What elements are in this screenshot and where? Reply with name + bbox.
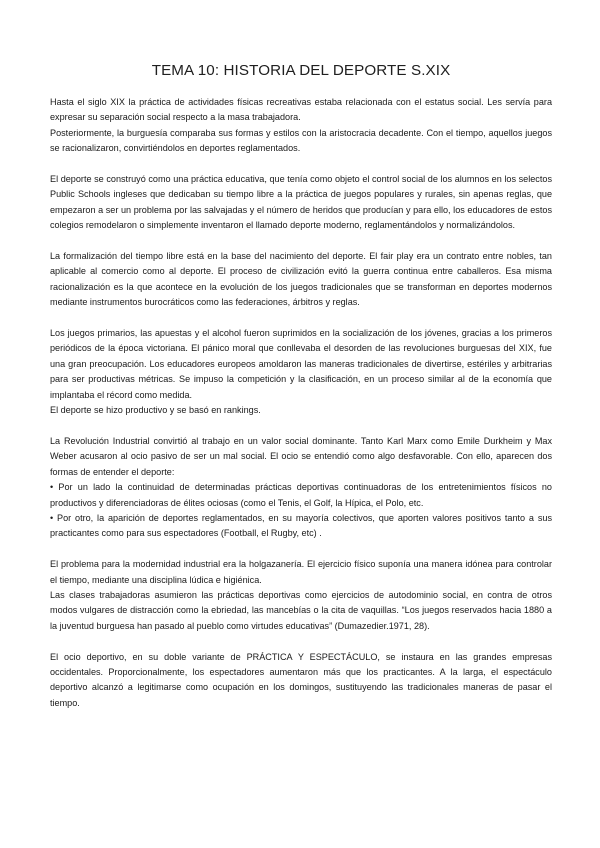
section-juegos-primarios: [50, 326, 552, 418]
paragraph: Los juegos primarios, las apuestas y el alcohol fueron suprimidos en la socialización de los jóvenes, gracias a los primeros periódicos de la época victoriana. El pánico moral que conllevaba el desorden de las revoluciones burguesas del XIX, fue una gran preocupación. Los educadores europeos amoldaron las maneras tradicionales de divertirse, estériles y arbitrarias para ser productivas métricas. Se impuso la competición y la clasificación, en un proceso similar al de la economía que implantaba el récord como medida.: [50, 328, 552, 400]
section-revolucion-industrial: [50, 434, 552, 542]
page-title: TEMA 10: HISTORIA DEL DEPORTE S.XIX: [151, 62, 451, 79]
section-holgazaneria: [50, 557, 552, 634]
paragraph: Las clases trabajadoras asumieron las prácticas deportivas como ejercicios de autodominio social, en contra de otros modos vulgares de distracción como la ebriedad, las mancebías o la cita de vaquillas. “Los juegos reservados hacia 1880 a la juventud burguesa han pasado al pueblo como virtudes educativas” (Dumazedier.1971, 28).: [50, 589, 552, 631]
section-formalizacion-tiempo-libre: [50, 249, 552, 311]
bullet-item: • Por un lado la continuidad de determinadas prácticas deportivas continuadoras de los entretenimientos físicos no productivos y diferenciadoras de élites ociosas (como el Tenis, el Golf, la Hípica, el Polo, etc.: [50, 482, 552, 508]
section-practica-educativa: [50, 172, 552, 234]
paragraph: El ocio deportivo, en su doble variante de PRÁCTICA Y ESPECTÁCULO, se instaura en las grandes empresas occidentales. Proporcionalmente, los espectadores aumentaron más que los practicantes. A la larga, el espectáculo deportivo alcanzó a legitimarse como ocupación en los domingos, sustituyendo las tradicionales maneras de pasar el tiempo.: [50, 651, 552, 708]
paragraph: Hasta el siglo XIX la práctica de actividades físicas recreativas estaba relacionada con el estatus social. Les servía para expresar su separación social respecto a la masa trabajadora.: [50, 97, 552, 123]
paragraph: El problema para la modernidad industrial era la holgazanería. El ejercicio físico suponía una manera idónea para controlar el tiempo, mediante una disciplina lúdica e higiénica.: [50, 559, 552, 585]
section-ocio-deportivo: [50, 650, 552, 712]
paragraph: La formalización del tiempo libre está en la base del nacimiento del deporte. El fair play era un contrato entre nobles, tan aplicable al comercio como al deporte. El proceso de civilización evitó la guerra continua entre caballeros. Esa misma racionalización es la que acontece en la evolución de los juegos tradicionales que se transforman en deportes modernos mediante instrumentos burocráticos como las federaciones, árbitros y reglas.: [50, 251, 552, 308]
bullet-item: • Por otro, la aparición de deportes reglamentados, en su mayoría colectivos, que aporten valores positivos tanto a sus practicantes como para sus espectadores (Football, el Rugby, etc) .: [50, 512, 552, 539]
paragraph: Posteriormente, la burguesía comparaba sus formas y estilos con la aristocracia decadente. Con el tiempo, aquellos juegos se racionalizaron, convirtiéndolos en deportes reglamentados.: [50, 127, 552, 154]
paragraph: La Revolución Industrial convirtió al trabajo en un valor social dominante. Tanto Karl Marx como Emile Durkheim y Max Weber acusaron al ocio pasivo de ser un mal social. El ocio se entendió como algo desfavorable. Con ello, aparecen dos formas de entender el deporte:: [50, 435, 552, 477]
section-estatus-social: [50, 95, 552, 157]
paragraph: El deporte se hizo productivo y se basó en rankings.: [50, 405, 261, 416]
paragraph: El deporte se construyó como una práctica educativa, que tenía como objeto el control social de los alumnos en los selectos Public Schools ingleses que dedicaban su tiempo libre a la práctica de juegos populares y rurales, sin apenas reglas, que empezaron a ser un problema por las salvajadas y el número de heridos que producían y para ello, los educadores de estos colegios remodelaron o simplemente inventaron el llamado deporte moderno, reglamentándolos y normalizándolos.: [50, 174, 552, 231]
